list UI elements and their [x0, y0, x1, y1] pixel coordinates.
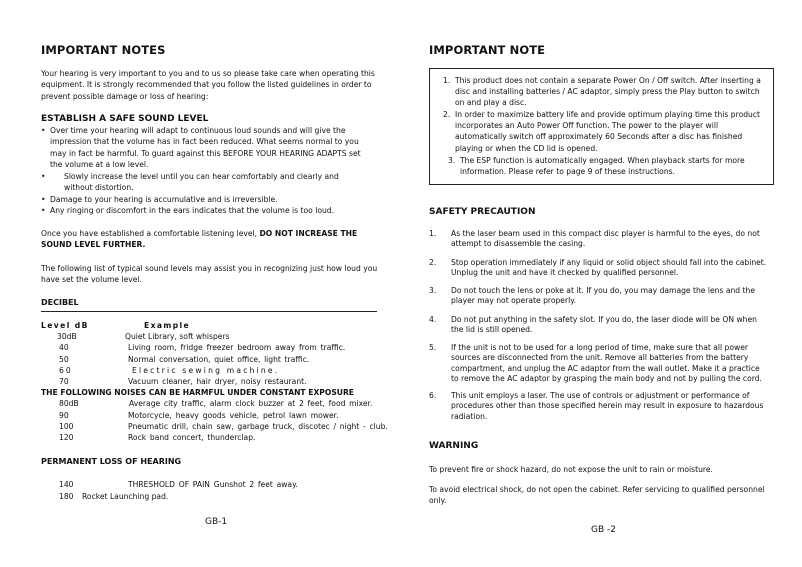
db-value: 50 [59, 354, 69, 364]
note-item [448, 155, 763, 177]
safety-text: Stop operation immediately if any liquid or solid object should fall into the cabinet. Unplug the unit and have it checked by qualified personnel. [451, 258, 767, 278]
example-text: Normal conversation, quiet office, light traffic. [128, 354, 310, 364]
following-paragraph: The following list of typical sound levels may assist you in recognizing just how loud you have set the volume level. [41, 264, 378, 285]
example-text: THRESHOLD OF PAIN Gunshot 2 feet away. [128, 480, 298, 489]
example-text: Rocket Launching pad. [82, 492, 169, 501]
safety-item [429, 315, 769, 336]
bullet-item [41, 205, 371, 216]
bullet-item [41, 171, 371, 194]
safety-text: This unit employs a laser. The use of controls or adjustment or performance of procedures other than those specified herein may result in exposure to hazardous radiation. [451, 391, 764, 421]
table-row [41, 421, 421, 432]
table-row [41, 432, 421, 443]
permanent-loss-heading: PERMANENT LOSS OF HEARING [41, 457, 182, 466]
note-text: This product does not contain a separate Power On / Off switch. After inserting a disc and installing batteries / AC adaptor, simply press the Play button to switch on and play a disc. [455, 76, 761, 108]
safety-list [429, 229, 774, 429]
table-row [41, 331, 421, 342]
once-paragraph [41, 228, 363, 251]
example-text: Quiet Library, soft whispers [125, 332, 230, 342]
safety-number: 6. [429, 391, 437, 400]
safety-item [429, 286, 769, 307]
table-row [41, 479, 421, 490]
example-text: Average city traffic, alarm clock buzzer at 2 feet, food mixer. [129, 399, 373, 409]
db-value: 180 [59, 492, 74, 501]
example-text: Pneumatic drill, chain saw, garbage truck, discotec / night - club. [128, 421, 388, 431]
safety-text: Do not touch the lens or poke at it. If you do, you may damage the lens and the player may not operate properly. [451, 286, 756, 306]
db-value: 90 [59, 410, 69, 420]
divider [41, 311, 377, 312]
warning-heading: WARNING [429, 441, 479, 451]
db-value: 120 [59, 433, 74, 442]
bullet-dot: • [41, 172, 46, 181]
page-number: GB -2 [591, 525, 616, 535]
intro-paragraph: Your hearing is very important to you and to us so please take care when operating this equipment. It is strongly recommended that you follow the listed guidelines in order to prevent possible damage or loss of hearing: [41, 69, 375, 101]
table-row [41, 376, 421, 387]
col-example-header: Example [144, 321, 191, 330]
col-level-header: Level dB [41, 321, 89, 330]
bullet-dot: • [41, 206, 46, 216]
bullet-text: Over time your hearing will adapt to continuous loud sounds and will give the impression that the volume has in fact been reduced. What seems normal to you may in fact be harmful. To guard against this BEFORE YOUR HEARING ADAPTS set the volume at a low level. [50, 126, 361, 170]
example-text: Living room, fridge freezer bedroom away from traffic. [128, 343, 346, 353]
harmful-heading [41, 387, 421, 398]
safety-heading: SAFETY PRECAUTION [429, 207, 536, 217]
once-text: Once you have established a comfortable listening level, [41, 229, 260, 238]
warning-text-1: To prevent fire or shock hazard, do not expose the unit to rain or moisture. [429, 465, 713, 474]
table-row [41, 491, 421, 502]
db-value: 100 [59, 421, 74, 431]
safety-number: 5. [429, 343, 437, 352]
safety-text: Do not put anything in the safety slot. If you do, the laser diode will be ON when the lid is still opened. [451, 315, 757, 335]
safety-number: 3. [429, 286, 437, 295]
note-text: In order to maximize battery life and provide optimum playing time this product incorporates an Auto Power Off function. The power to the player will automatically switch off approximately 60 Seconds after a disc has finished playing or when the CD lid is opened. [455, 110, 760, 153]
bullet-text: Any ringing or discomfort in the ears indicates that the volume is too loud. [50, 206, 335, 216]
safety-text: If the unit is not to be used for a long period of time, make sure that all power sources are disconnected from the unit. Remove all batteries from the battery compartment, and unplug the AC adaptor from the wall outlet. Make it a practice to remove the AC adaptor by grasping the main body and not by pulling the cord. [451, 343, 762, 384]
safety-item [429, 391, 769, 422]
bullet-item [41, 194, 371, 205]
table-row [41, 354, 421, 365]
bullet-text: Slowly increase the level until you can hear comfortably and clearly and without distortion. [64, 172, 339, 193]
right-page-title: IMPORTANT NOTE [429, 43, 546, 57]
bullet-dot: • [41, 195, 46, 204]
harmful-heading-text: THE FOLLOWING NOISES CAN BE HARMFUL UNDER CONSTANT EXPOSURE [41, 388, 354, 398]
db-value: 60 [59, 365, 73, 375]
db-value: 70 [59, 377, 69, 386]
bullet-list [41, 125, 371, 217]
bullet-text: Damage to your hearing is accumulative and is irreversible. [50, 195, 278, 204]
db-value: 40 [59, 343, 69, 353]
table-header [41, 320, 421, 331]
safety-item [429, 343, 769, 385]
bullet-dot: • [41, 126, 46, 135]
decibel-heading: DECIBEL [41, 298, 79, 307]
safety-item [429, 229, 769, 250]
example-text: Electric sewing machine. [132, 365, 280, 375]
safety-item [429, 258, 769, 279]
db-value: 80dB [59, 399, 79, 409]
safe-sound-heading: ESTABLISH A SAFE SOUND LEVEL [41, 114, 209, 124]
table-row [41, 365, 421, 376]
safety-number: 4. [429, 315, 437, 324]
bullet-item [41, 125, 371, 171]
page-number: GB-1 [205, 517, 228, 527]
example-text: Rock band concert, thunderclap. [128, 433, 256, 442]
safety-text: As the laser beam used in this compact disc player is harmful to the eyes, do not attempt to disassemble the casing. [451, 229, 760, 249]
db-value: 30dB [57, 332, 77, 342]
table-row [41, 342, 421, 353]
note-number: 3. [448, 156, 456, 165]
safety-number: 2. [429, 258, 437, 267]
important-note-box [429, 68, 774, 185]
example-text: Vacuum cleaner, hair dryer, noisy restaurant. [128, 377, 307, 386]
example-text: Motorcycle, heavy goods vehicle, petrol lawn mower. [128, 410, 339, 420]
safety-number: 1. [429, 229, 437, 238]
note-text: The ESP function is automatically engaged. When playback starts for more information. Please refer to page 9 of these instructions. [460, 156, 745, 177]
note-item [443, 75, 763, 109]
permanent-loss-table [41, 479, 401, 509]
warning-text-2: To avoid electrical shock, do not open the cabinet. Refer servicing to qualified personnel only. [429, 485, 765, 506]
table-row [41, 398, 421, 409]
table-row [41, 410, 421, 421]
left-page-title: IMPORTANT NOTES [41, 43, 166, 57]
db-value: 140 [59, 480, 74, 489]
note-item [443, 109, 763, 154]
once-bold: DO NOT INCREASE THE SOUND LEVEL FURTHER. [41, 229, 358, 250]
note-number: 1. [443, 76, 451, 85]
note-number: 2. [443, 110, 451, 119]
